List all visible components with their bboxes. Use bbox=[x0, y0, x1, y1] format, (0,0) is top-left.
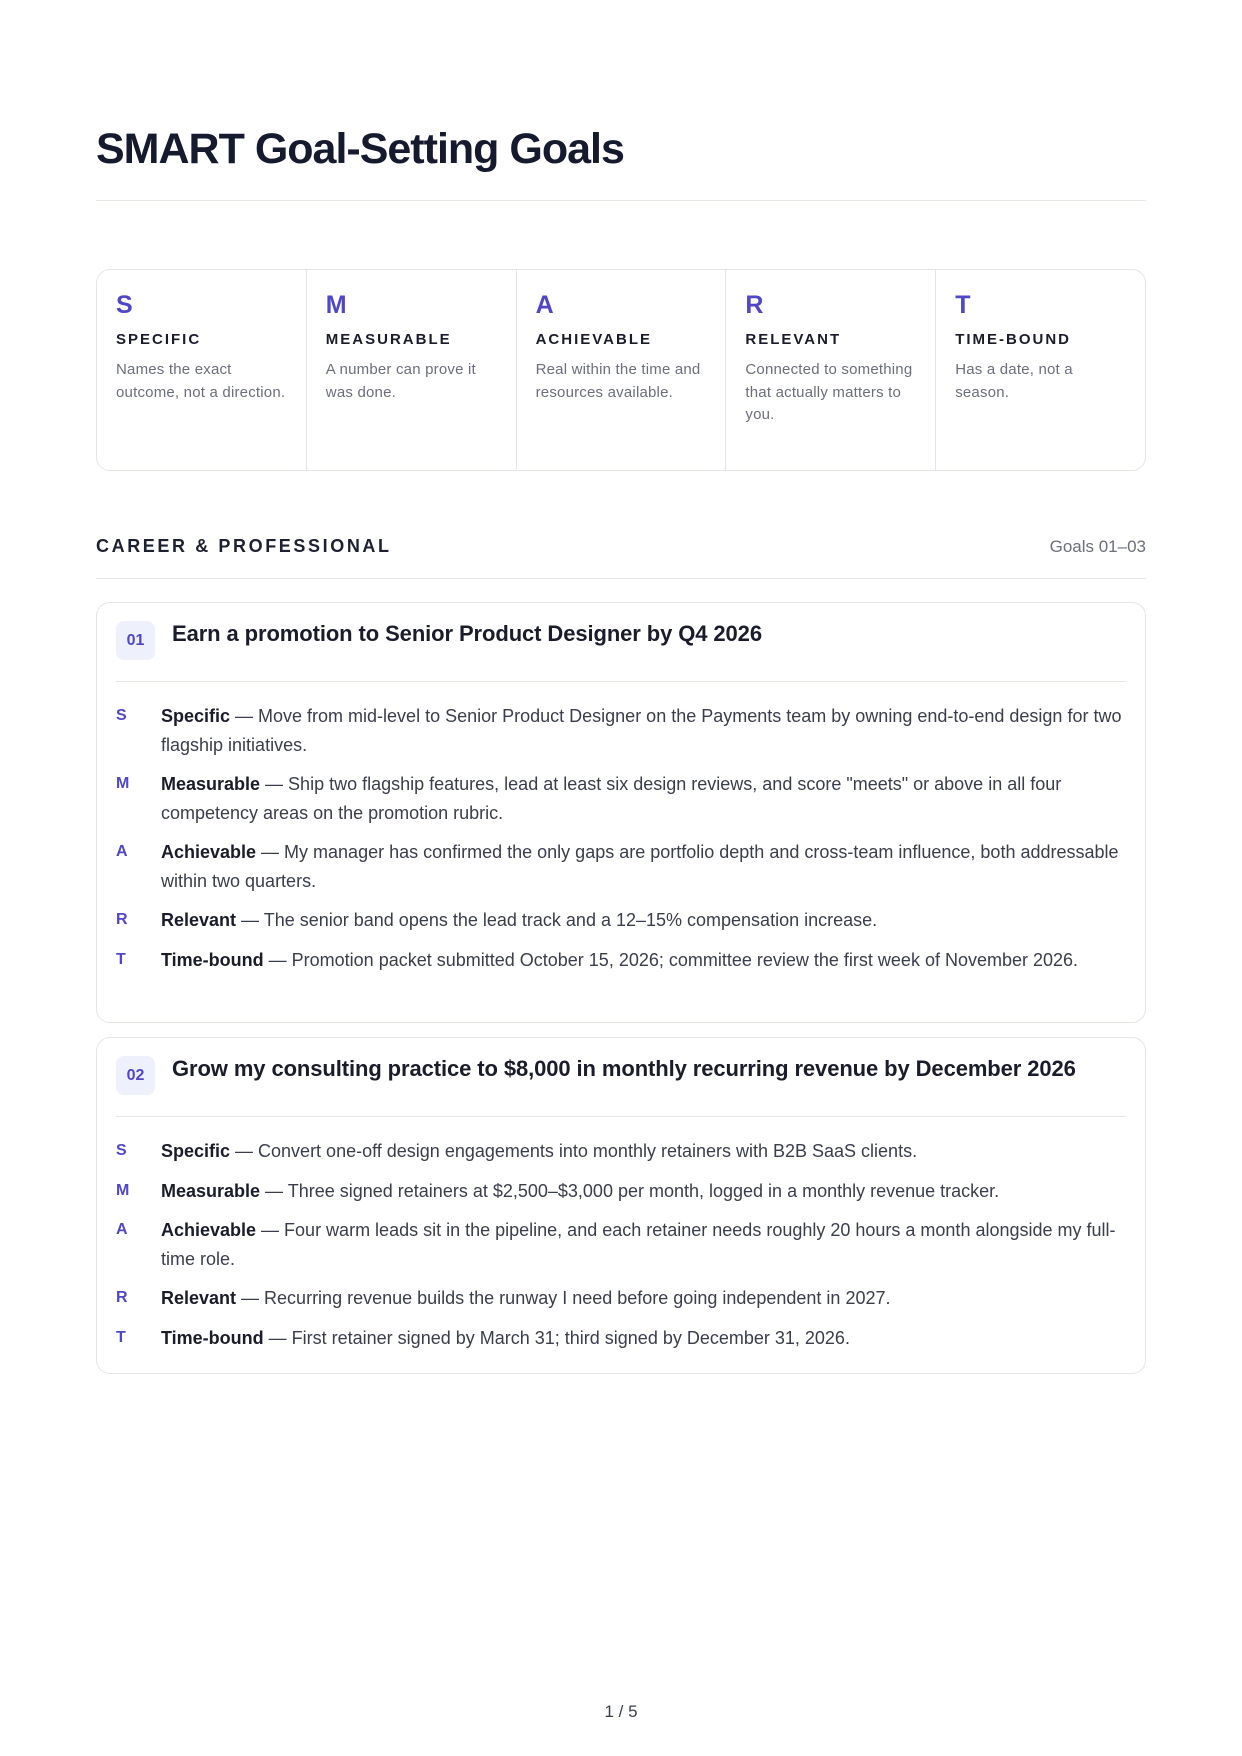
legend-word: SPECIFIC bbox=[116, 331, 202, 348]
criteria-text: — First retainer signed by March 31; third signed by December 31, 2026. bbox=[263, 1327, 850, 1348]
legend-letter: R bbox=[745, 291, 764, 319]
criteria-letter: A bbox=[116, 843, 128, 860]
criteria-letter: T bbox=[116, 1328, 126, 1346]
criteria-key: Time-bound bbox=[161, 949, 264, 970]
criteria-text: — Recurring revenue builds the runway I need before going independent in 2027. bbox=[236, 1288, 891, 1308]
criteria-letter: S bbox=[116, 1142, 127, 1159]
legend-cell-measurable bbox=[307, 270, 517, 470]
criteria-key: Specific bbox=[161, 706, 231, 726]
section-goal-range: Goals 01–03 bbox=[1049, 537, 1146, 556]
criteria-key: Time-bound bbox=[161, 1327, 264, 1348]
legend-word: ACHIEVABLE bbox=[535, 331, 652, 348]
criteria-key: Relevant bbox=[161, 1288, 237, 1308]
criteria-letter: S bbox=[116, 707, 127, 724]
goal-header bbox=[116, 603, 1126, 682]
legend-letter: T bbox=[955, 291, 971, 319]
goal-card bbox=[96, 1037, 1146, 1374]
legend-word: RELEVANT bbox=[745, 331, 842, 348]
legend-cell-achievable bbox=[517, 270, 727, 470]
criteria-text: — Three signed retainers at $2,500–$3,000 per month, logged in a monthly revenue tracker. bbox=[260, 1180, 1000, 1201]
page-title: SMART Goal-Setting Goals bbox=[96, 125, 624, 173]
legend-cell-time-bound bbox=[936, 270, 1145, 470]
criteria-row-specific bbox=[116, 702, 1126, 759]
criteria-key: Achievable bbox=[161, 1220, 257, 1240]
criteria-row-specific bbox=[116, 1137, 1126, 1166]
goal-header bbox=[116, 1038, 1126, 1117]
criteria-letter: M bbox=[116, 1181, 130, 1199]
criteria-text: — Convert one-off design engagements into monthly retainers with B2B SaaS clients. bbox=[230, 1141, 918, 1161]
legend-description: Connected to something that actually matters to you. bbox=[745, 361, 913, 423]
legend-description: Has a date, not a season. bbox=[955, 361, 1073, 401]
legend-cell-relevant bbox=[726, 270, 936, 470]
goal-title: Earn a promotion to Senior Product Designer by Q4 2026 bbox=[172, 621, 762, 646]
criteria-letter: M bbox=[116, 775, 130, 792]
section-header bbox=[96, 536, 1146, 562]
criteria-key: Relevant bbox=[161, 910, 237, 930]
legend-description: A number can prove it was done. bbox=[325, 361, 476, 401]
criteria-row-time-bound bbox=[116, 1324, 1126, 1353]
criteria-row-relevant bbox=[116, 1284, 1126, 1313]
criteria-key: Achievable bbox=[161, 842, 257, 862]
criteria-key: Measurable bbox=[161, 774, 261, 794]
criteria-text: — The senior band opens the lead track and a 12–15% compensation increase. bbox=[236, 910, 878, 930]
legend-letter: A bbox=[535, 291, 554, 319]
criteria-row-measurable bbox=[116, 1177, 1126, 1206]
smart-legend bbox=[96, 269, 1146, 471]
legend-word: MEASURABLE bbox=[325, 331, 452, 348]
legend-letter: S bbox=[116, 291, 133, 319]
criteria-text: — Move from mid-level to Senior Product Designer on the Payments team by owning end-to-end design for two flagship initiatives. bbox=[161, 706, 1122, 755]
criteria-letter: T bbox=[116, 950, 126, 968]
criteria-row-time-bound bbox=[116, 946, 1126, 975]
page-number: 1 / 5 bbox=[604, 1702, 638, 1721]
goal-number-badge: 01 bbox=[116, 621, 155, 660]
legend-cell-specific bbox=[97, 270, 307, 470]
criteria-row-achievable bbox=[116, 838, 1126, 895]
goal-card bbox=[96, 602, 1146, 1023]
criteria-text: — Ship two flagship features, lead at least six design reviews, and score "meets" or above in all four competency areas on the promotion rubric. bbox=[161, 774, 1062, 823]
criteria-text: — My manager has confirmed the only gaps are portfolio depth and cross-team influence, both addressable within two quarters. bbox=[161, 842, 1119, 891]
legend-word: TIME-BOUND bbox=[955, 331, 1072, 348]
section-divider bbox=[96, 578, 1146, 579]
criteria-row-relevant bbox=[116, 906, 1126, 935]
goal-criteria-list bbox=[116, 1117, 1126, 1352]
section-title: CAREER & PROFESSIONAL bbox=[96, 536, 392, 556]
legend-description: Names the exact outcome, not a direction. bbox=[116, 361, 286, 401]
criteria-key: Specific bbox=[161, 1141, 231, 1161]
criteria-key: Measurable bbox=[161, 1180, 261, 1201]
criteria-letter: R bbox=[116, 1289, 128, 1306]
legend-description: Real within the time and resources available. bbox=[535, 361, 701, 401]
legend-letter: M bbox=[325, 291, 347, 319]
criteria-row-measurable bbox=[116, 770, 1126, 827]
title-divider bbox=[96, 200, 1146, 201]
goal-title: Grow my consulting practice to $8,000 in monthly recurring revenue by December 2026 bbox=[172, 1056, 1076, 1081]
criteria-text: — Four warm leads sit in the pipeline, and each retainer needs roughly 20 hours a month alongside my full-time role. bbox=[161, 1220, 1116, 1269]
goal-criteria-list bbox=[116, 682, 1126, 974]
criteria-letter: R bbox=[116, 911, 128, 928]
criteria-row-achievable bbox=[116, 1216, 1126, 1273]
criteria-text: — Promotion packet submitted October 15, 2026; committee review the first week of November 2026. bbox=[263, 949, 1079, 970]
goal-number-badge: 02 bbox=[116, 1056, 155, 1095]
criteria-letter: A bbox=[116, 1221, 128, 1238]
